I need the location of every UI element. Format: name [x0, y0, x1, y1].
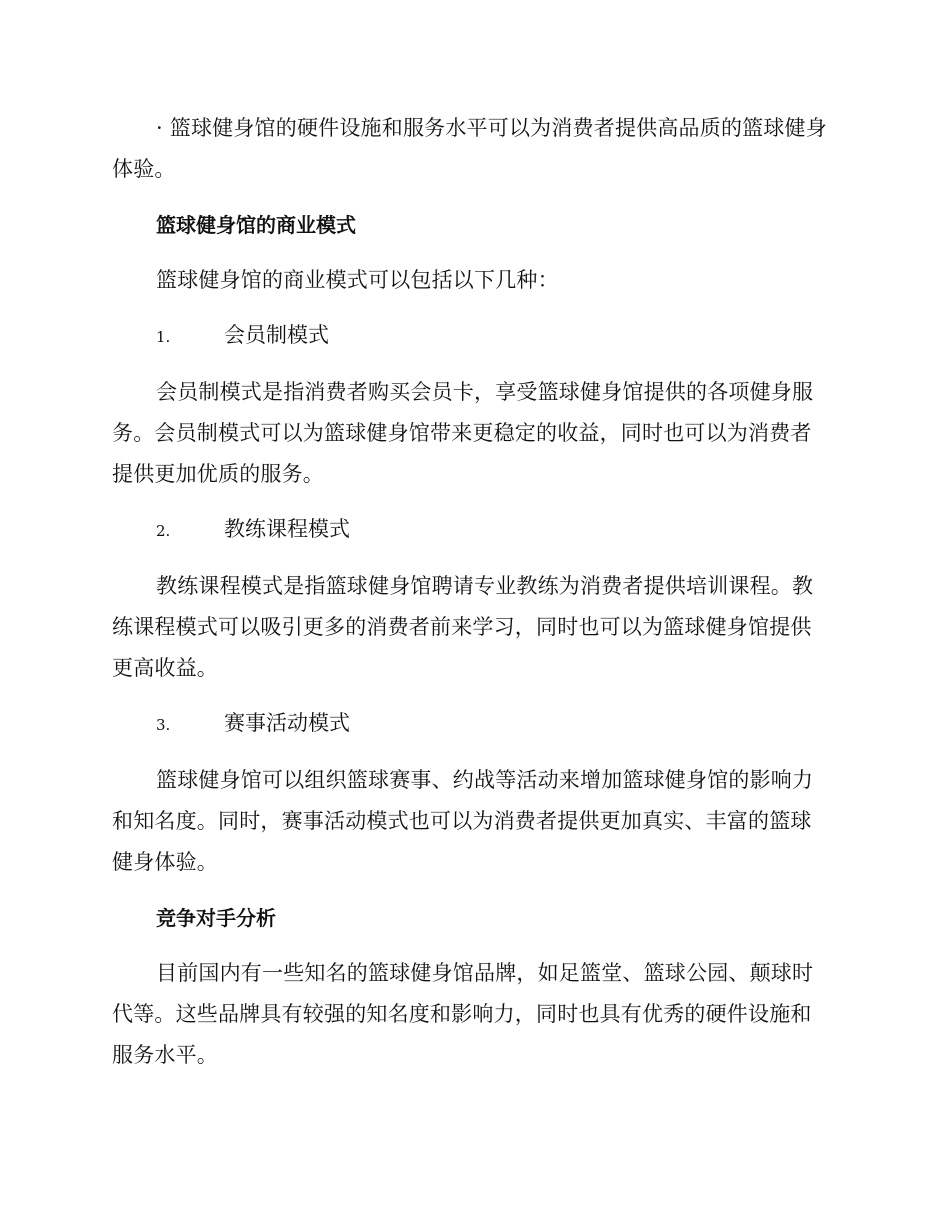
- coaching-paragraph: 教练课程模式是指篮球健身馆聘请专业教练为消费者提供培训课程。教练课程模式可以吸引更多的消费者前来学习，同时也可以为篮球健身馆提供更高收益。: [112, 574, 814, 680]
- list-title: 赛事活动模式: [224, 711, 350, 735]
- list-item-coaching: [112, 509, 832, 552]
- list-title: 会员制模式: [224, 323, 329, 347]
- list-number: 2.: [156, 522, 171, 540]
- competitors-paragraph: 目前国内有一些知名的篮球健身馆品牌，如足篮堂、篮球公园、颠球时代等。这些品牌具有较强的知名度和影响力，同时也具有优秀的硬件设施和服务水平。: [112, 961, 814, 1067]
- section-heading-business-model: 篮球健身馆的商业模式: [156, 213, 356, 237]
- list-title: 教练课程模式: [224, 517, 350, 541]
- events-paragraph: 篮球健身馆可以组织篮球赛事、约战等活动来增加篮球健身馆的影响力和知名度。同时，赛事活动模式也可以为消费者提供更加真实、丰富的篮球健身体验。: [112, 768, 814, 874]
- section-heading-competitors: 竞争对手分析: [156, 906, 276, 930]
- section-intro: 篮球健身馆的商业模式可以包括以下几种：: [156, 268, 559, 292]
- list-number: 3.: [156, 716, 171, 734]
- document-body: [112, 108, 832, 1076]
- bullet-paragraph: · 篮球健身馆的硬件设施和服务水平可以为消费者提供高品质的篮球健身体验。: [112, 116, 827, 181]
- list-number: 1.: [156, 328, 171, 346]
- membership-paragraph: 会员制模式是指消费者购买会员卡，享受篮球健身馆提供的各项健身服务。会员制模式可以为篮球健身馆带来更稳定的收益，同时也可以为消费者提供更加优质的服务。: [112, 380, 814, 486]
- list-item-membership: [112, 315, 832, 358]
- list-item-events: [112, 703, 832, 746]
